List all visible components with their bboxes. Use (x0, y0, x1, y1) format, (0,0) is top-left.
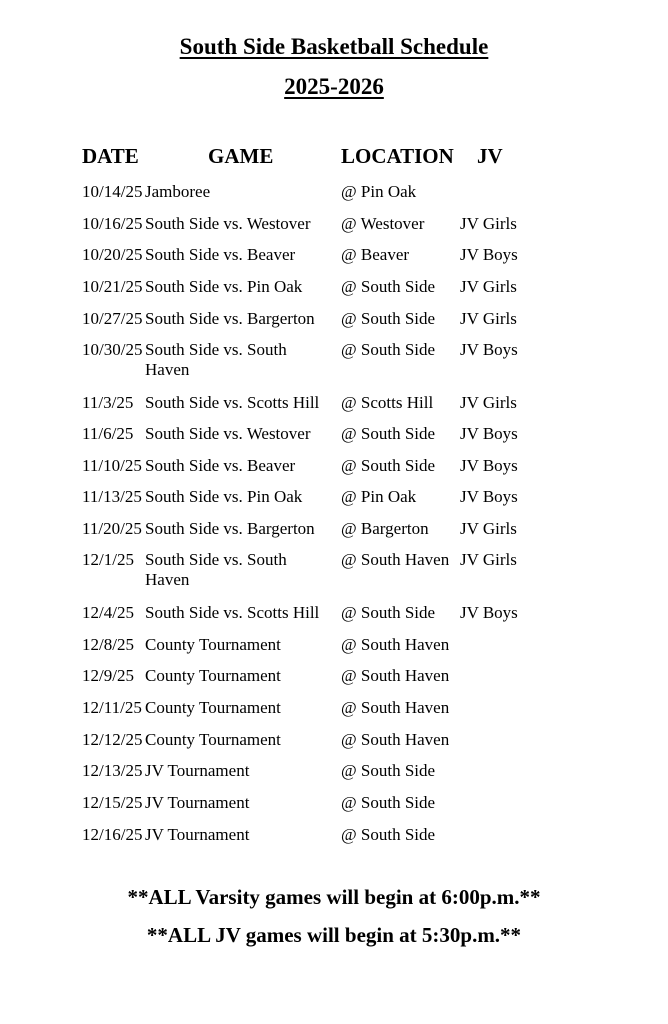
game-matchup: South Side vs. Scotts Hill (145, 603, 320, 622)
game-matchup: South Side vs. Pin Oak (145, 277, 303, 296)
game-jv: JV Boys (460, 487, 518, 506)
game-location: @ South Haven (341, 550, 450, 569)
game-matchup: County Tournament (145, 635, 281, 654)
game-location: @ South Side (341, 309, 436, 328)
game-date: 12/11/25 (82, 698, 142, 717)
game-date: 10/14/25 (82, 182, 143, 201)
game-location: @ South Side (341, 424, 436, 443)
game-location: @ Westover (341, 214, 425, 233)
game-date: 11/6/25 (82, 424, 134, 443)
game-date: 12/16/25 (82, 825, 143, 844)
game-matchup: South Side vs. Beaver (145, 456, 296, 475)
game-location: @ South Haven (341, 730, 450, 749)
game-location: @ Pin Oak (341, 487, 417, 506)
game-location: @ South Haven (341, 698, 450, 717)
game-date: 12/8/25 (82, 635, 134, 654)
header-jv: JV (477, 144, 503, 168)
game-location: @ Beaver (341, 245, 410, 264)
page-title: South Side Basketball Schedule (179, 34, 489, 59)
game-matchup: South Side vs. Bargerton (145, 519, 315, 538)
game-location: @ South Side (341, 603, 436, 622)
game-location: @ Bargerton (341, 519, 429, 538)
game-location: @ South Side (341, 825, 436, 844)
game-date: 10/30/25 (82, 340, 143, 359)
game-jv: JV Girls (460, 550, 517, 569)
game-matchup: South Side vs. Pin Oak (145, 487, 303, 506)
game-matchup: JV Tournament (145, 761, 250, 780)
game-date: 12/1/25 (82, 550, 134, 569)
header-location: LOCATION (341, 144, 454, 168)
game-jv: JV Boys (460, 603, 518, 622)
game-date: 12/9/25 (82, 666, 134, 685)
game-jv: JV Girls (460, 277, 517, 296)
game-location: @ Pin Oak (341, 182, 417, 201)
game-date: 12/4/25 (82, 603, 134, 622)
game-jv: JV Girls (460, 393, 517, 412)
game-matchup: South Side vs. Beaver (145, 245, 296, 264)
game-matchup: South Side vs. Scotts Hill (145, 393, 320, 412)
header-game: GAME (208, 144, 274, 168)
game-matchup: County Tournament (145, 730, 281, 749)
jv-time-note: **ALL JV games will begin at 5:30p.m.** (146, 923, 522, 947)
game-jv: JV Boys (460, 424, 518, 443)
game-date: 10/16/25 (82, 214, 143, 233)
game-location: @ South Side (341, 456, 436, 475)
game-location: @ South Haven (341, 635, 450, 654)
game-date: 10/21/25 (82, 277, 143, 296)
game-matchup: South Side vs. Westover (145, 214, 311, 233)
game-jv: JV Boys (460, 340, 518, 359)
varsity-time-note: **ALL Varsity games will begin at 6:00p.m.** (127, 885, 541, 909)
game-location: @ South Side (341, 340, 436, 359)
game-date: 11/20/25 (82, 519, 142, 538)
game-location: @ South Side (341, 277, 436, 296)
game-location: @ South Side (341, 761, 436, 780)
game-location: @ South Haven (341, 666, 450, 685)
game-matchup: Jamboree (145, 182, 211, 201)
season-title: 2025-2026 (284, 74, 384, 99)
game-matchup: South Side vs. South Haven (145, 340, 287, 379)
game-location: @ Scotts Hill (341, 393, 434, 412)
game-matchup: JV Tournament (145, 793, 250, 812)
game-jv: JV Girls (460, 214, 517, 233)
game-location: @ South Side (341, 793, 436, 812)
game-jv: JV Girls (460, 519, 517, 538)
game-date: 10/20/25 (82, 245, 143, 264)
game-date: 11/13/25 (82, 487, 142, 506)
game-jv: JV Girls (460, 309, 517, 328)
game-date: 11/3/25 (82, 393, 134, 412)
game-matchup: South Side vs. Bargerton (145, 309, 315, 328)
game-matchup: County Tournament (145, 698, 281, 717)
game-matchup: South Side vs. South Haven (145, 550, 287, 589)
header-date: DATE (82, 144, 139, 168)
game-date: 10/27/25 (82, 309, 143, 328)
game-matchup: South Side vs. Westover (145, 424, 311, 443)
game-jv: JV Boys (460, 456, 518, 475)
game-date: 11/10/25 (82, 456, 142, 475)
game-jv: JV Boys (460, 245, 518, 264)
game-date: 12/15/25 (82, 793, 143, 812)
game-matchup: County Tournament (145, 666, 281, 685)
game-matchup: JV Tournament (145, 825, 250, 844)
game-date: 12/13/25 (82, 761, 143, 780)
game-date: 12/12/25 (82, 730, 143, 749)
